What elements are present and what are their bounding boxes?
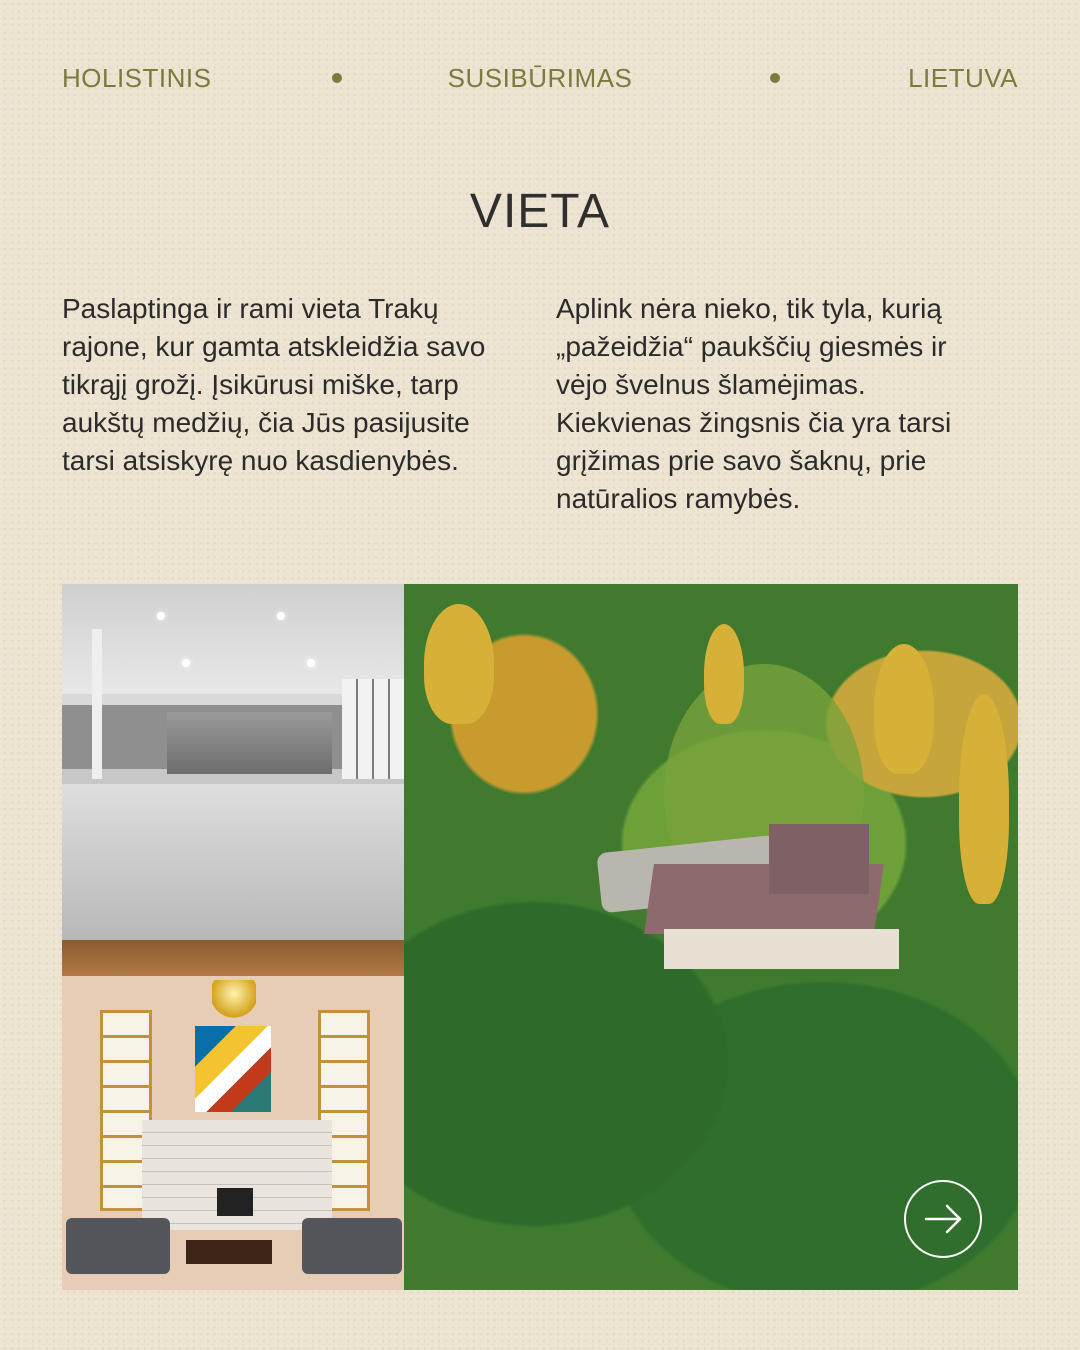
top-tagline (62, 60, 1018, 100)
separator-dot (770, 73, 780, 83)
separator-dot (332, 73, 342, 83)
photo-gallery (62, 584, 1018, 1290)
tagline-word-holistinis: HOLISTINIS (62, 63, 212, 93)
living-room-photo (62, 940, 404, 1290)
description-right: Aplink nėra nieko, tik tyla, kurią „pažeidžia“ paukščių giesmės ir vėjo švelnus šlamėjimas. Kiekvienas žingsnis čia yra tarsi grįžimas prie savo šaknų, prie natūralios ramybės. (556, 293, 952, 514)
house-roof (649, 824, 909, 974)
tagline-word-susiburimas: SUSIBŪRIMAS (447, 63, 633, 93)
section-title: VIETA (469, 185, 611, 238)
next-slide-button[interactable] (904, 1180, 982, 1258)
indoor-pool-photo (62, 584, 404, 940)
arrow-right-icon (906, 1182, 980, 1256)
description-left: Paslaptinga ir rami vieta Trakų rajone, kur gamta atskleidžia savo tikrąjį grožį. Įsikūrusi miške, tarp aukštų medžių, čia Jūs pasijusite tarsi atsiskyrę nuo kasdienybės. (62, 293, 486, 476)
tagline-word-lietuva: LIETUVA (908, 63, 1018, 93)
